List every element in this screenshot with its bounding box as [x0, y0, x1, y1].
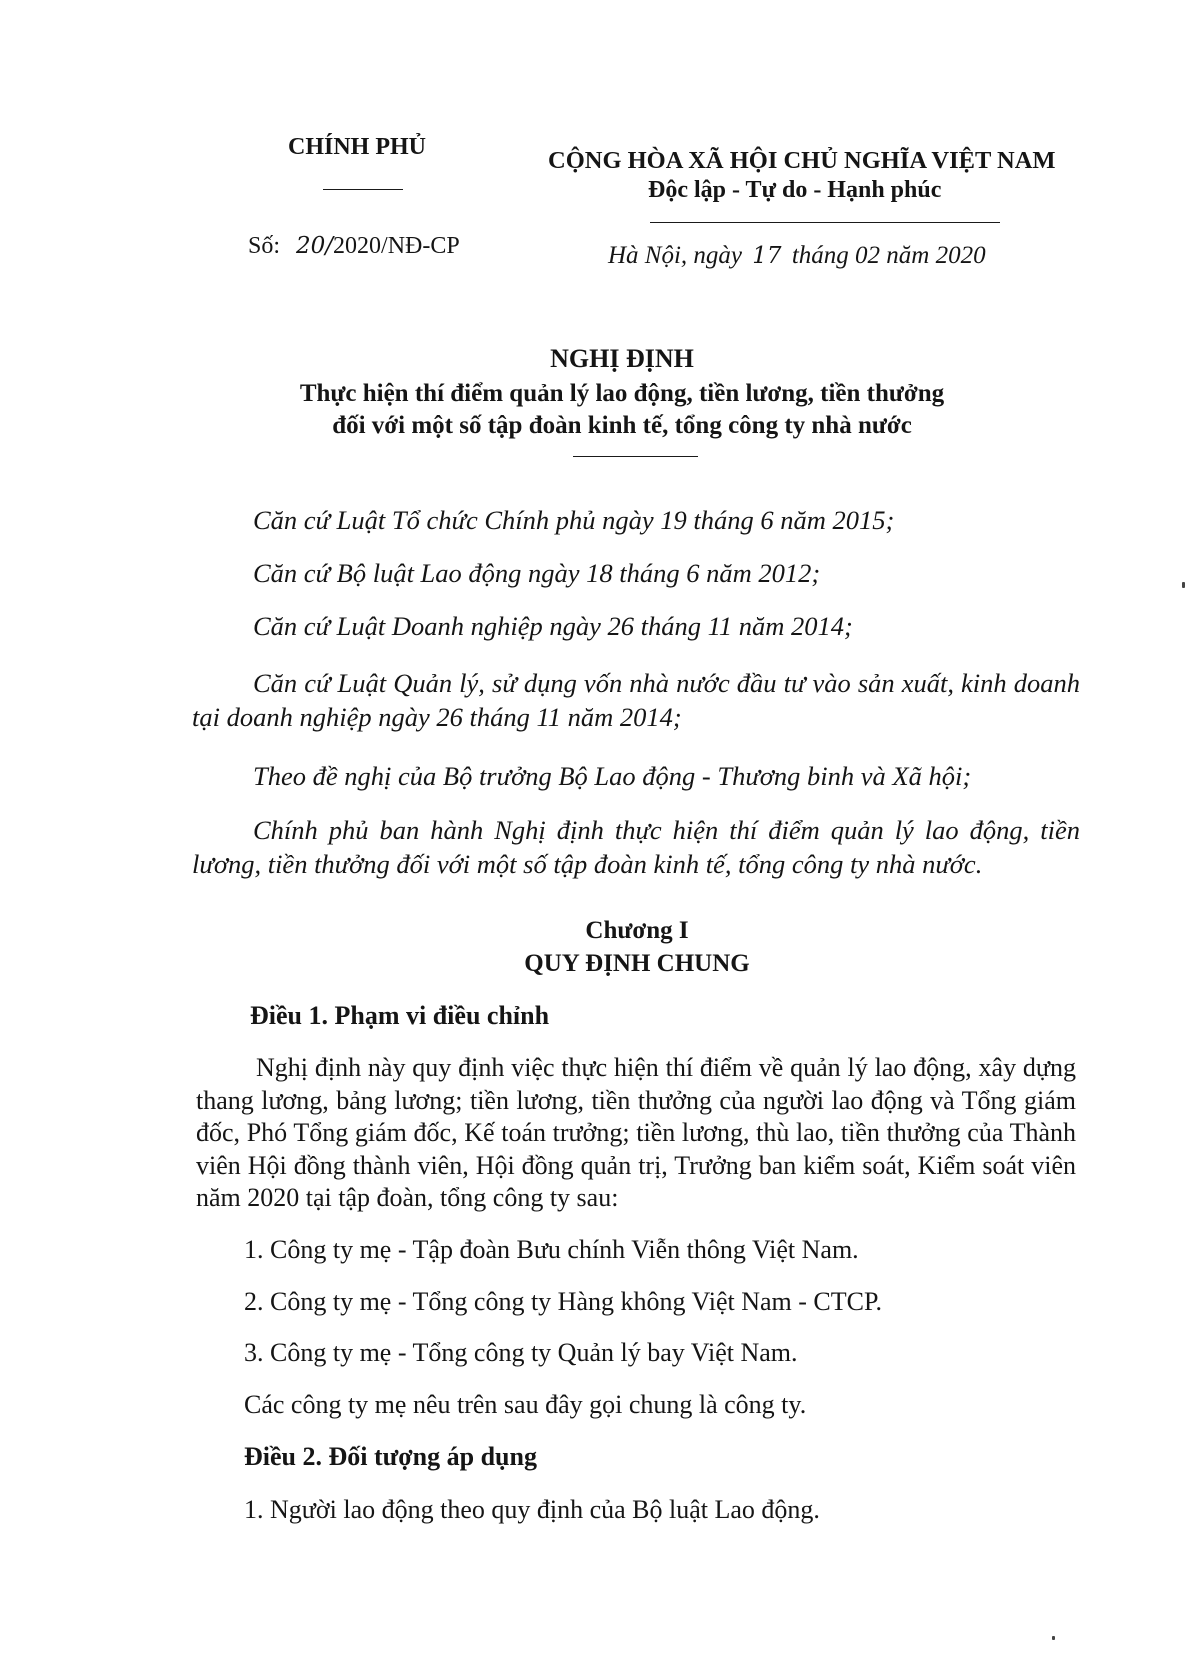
document-date: [608, 242, 986, 270]
document-number-prefix: Số:: [248, 233, 281, 259]
title-underline: [573, 456, 698, 457]
issuing-agency: CHÍNH PHỦ: [288, 134, 426, 160]
date-suffix: tháng 02 năm 2020: [791, 242, 986, 269]
document-number: [248, 233, 460, 260]
document-number-suffix: 2020/NĐ-CP: [333, 233, 460, 259]
country-name: CỘNG HÒA XÃ HỘI CHỦ NGHĨA VIỆT NAM: [548, 147, 1056, 174]
agency-underline: [323, 189, 403, 190]
chapter-name: QUY ĐỊNH CHUNG: [524, 950, 750, 977]
article-2-item-1: 1. Người lao động theo quy định của Bộ luật Lao động.: [244, 1495, 820, 1524]
motto-underline: [650, 222, 1000, 223]
preamble-proposal: Theo đề nghị của Bộ trưởng Bộ Lao động - Thương binh và Xã hội;: [253, 761, 972, 791]
article-1-item-2: 2. Công ty mẹ - Tổng công ty Hàng không Việt Nam - CTCP.: [244, 1287, 883, 1316]
scan-speck: [1052, 1636, 1055, 1640]
national-motto: Độc lập - Tự do - Hạnh phúc: [648, 177, 942, 203]
document-type: NGHỊ ĐỊNH: [550, 344, 694, 373]
article-1-item-3: 3. Công ty mẹ - Tổng công ty Quản lý bay Việt Nam.: [244, 1338, 798, 1367]
preamble-basis-1: Căn cứ Luật Tổ chức Chính phủ ngày 19 tháng 6 năm 2015;: [253, 505, 895, 535]
preamble-basis-2: Căn cứ Bộ luật Lao động ngày 18 tháng 6 năm 2012;: [253, 558, 821, 588]
date-prefix: Hà Nội, ngày: [608, 242, 743, 269]
document-subtitle-line2: đối với một số tập đoàn kinh tế, tổng công ty nhà nước: [332, 412, 912, 439]
article-1-body: Nghị định này quy định việc thực hiện thí điểm về quản lý lao động, xây dựng thang lương, bảng lương; tiền lương, tiền thưởng của người lao động và Tổng giám đốc, Phó Tổng giám đốc, Kế toán trưởng; tiền lương, thù lao, tiền thưởng của Thành viên Hội đồng thành viên, Hội đồng quản trị, Trưởng ban kiểm soát, Kiểm soát viên năm 2020 tại tập đoàn, tổng công ty sau:: [196, 1053, 1076, 1212]
preamble-promulgation: Chính phủ ban hành Nghị định thực hiện thí điểm quản lý lao động, tiền lương, tiền thưởng đối với một số tập đoàn kinh tế, tổng công ty nhà nước.: [192, 815, 1080, 879]
preamble-basis-3: Căn cứ Luật Doanh nghiệp ngày 26 tháng 11 năm 2014;: [253, 611, 853, 641]
date-day-handwritten: 17: [752, 243, 782, 269]
document-number-handwritten: 20/: [296, 233, 334, 259]
chapter-number: Chương I: [585, 917, 689, 944]
article-1-item-1: 1. Công ty mẹ - Tập đoàn Bưu chính Viễn thông Việt Nam.: [244, 1235, 859, 1264]
scan-speck: [1182, 582, 1185, 588]
document-subtitle-line1: Thực hiện thí điểm quản lý lao động, tiền lương, tiền thưởng: [299, 380, 945, 407]
preamble-basis-4: Căn cứ Luật Quản lý, sử dụng vốn nhà nước đầu tư vào sản xuất, kinh doanh tại doanh nghiệp ngày 26 tháng 11 năm 2014;: [192, 668, 1080, 732]
article-2-heading: Điều 2. Đối tượng áp dụng: [244, 1442, 537, 1471]
article-1-closing: Các công ty mẹ nêu trên sau đây gọi chung là công ty.: [244, 1390, 807, 1419]
article-1-heading: Điều 1. Phạm vi điều chỉnh: [250, 1001, 550, 1030]
